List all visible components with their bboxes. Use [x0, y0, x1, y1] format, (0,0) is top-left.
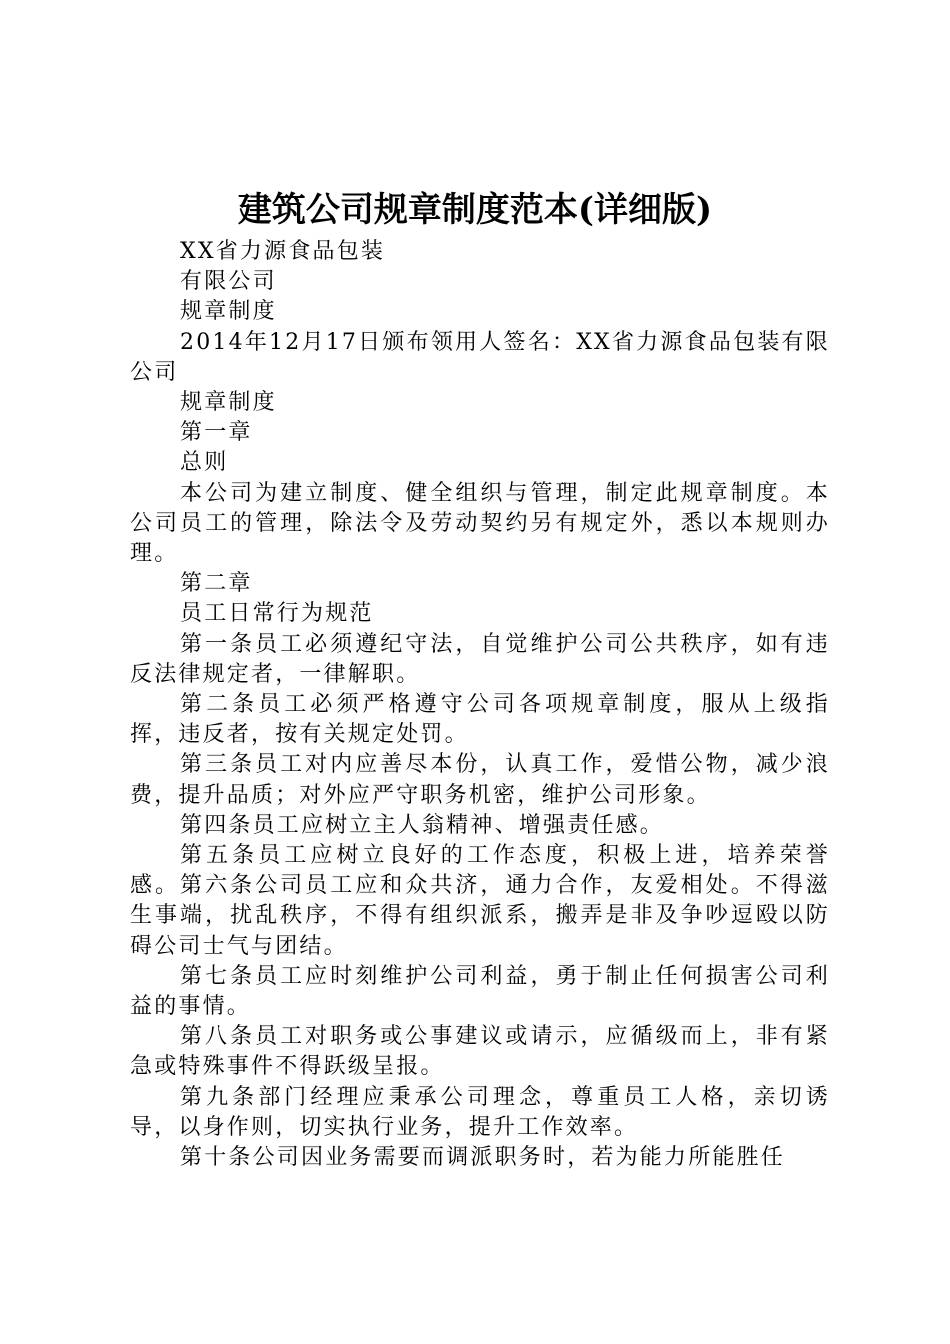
article-10: 第十条公司因业务需要而调派职务时，若为能力所能胜任	[180, 1145, 786, 1171]
paragraph-rules-heading-2: 规章制度	[180, 390, 277, 416]
paragraph-company-name: XX省力源食品包装	[180, 239, 386, 264]
article-3: 第三条员工对内应善尽本份，认真工作，爱惜公物，减少浪费，提升品质；对外应严守职务机密，维护公司形象。	[130, 752, 830, 808]
chapter-one-heading: 第一章	[180, 420, 253, 446]
paragraph-rules-heading: 规章制度	[180, 299, 277, 325]
chapter-one-title: 总则	[180, 450, 229, 476]
paragraph-issue-date: 2014年12月17日颁布领用人签名：XX省力源食品包装有限公司	[130, 329, 830, 385]
article-1: 第一条员工必须遵纪守法，自觉维护公司公共秩序，如有违反法律规定者，一律解职。	[130, 631, 830, 687]
document-title: 建筑公司规章制度范本(详细版)	[237, 190, 713, 230]
chapter-two-title: 员工日常行为规范	[180, 601, 374, 627]
chapter-two-heading: 第二章	[180, 571, 253, 597]
paragraph-company-suffix: 有限公司	[180, 269, 277, 295]
document-body	[130, 237, 830, 1173]
article-9: 第九条部门经理应秉承公司理念，尊重员工人格，亲切诱导，以身作则，切实执行业务，提升工作效率。	[130, 1084, 830, 1140]
article-5-6: 第五条员工应树立良好的工作态度，积极上进，培养荣誉感。第六条公司员工应和众共济，通力合作，友爱相处。不得滋生事端，扰乱秩序，不得有组织派系，搬弄是非及争吵逗殴以防碍公司士气与团结。	[130, 843, 830, 959]
paragraph-general-principles: 本公司为建立制度、健全组织与管理，制定此规章制度。本公司员工的管理，除法令及劳动契约另有规定外，悉以本规则办理。	[130, 480, 830, 567]
article-2: 第二条员工必须严格遵守公司各项规章制度，服从上级指挥，违反者，按有关规定处罚。	[130, 692, 830, 748]
article-8: 第八条员工对职务或公事建议或请示，应循级而上，非有紧急或特殊事件不得跃级呈报。	[130, 1024, 830, 1080]
article-7: 第七条员工应时刻维护公司利益，勇于制止任何损害公司利益的事情。	[130, 963, 830, 1020]
article-4: 第四条员工应树立主人翁精神、增强责任感。	[180, 812, 665, 838]
